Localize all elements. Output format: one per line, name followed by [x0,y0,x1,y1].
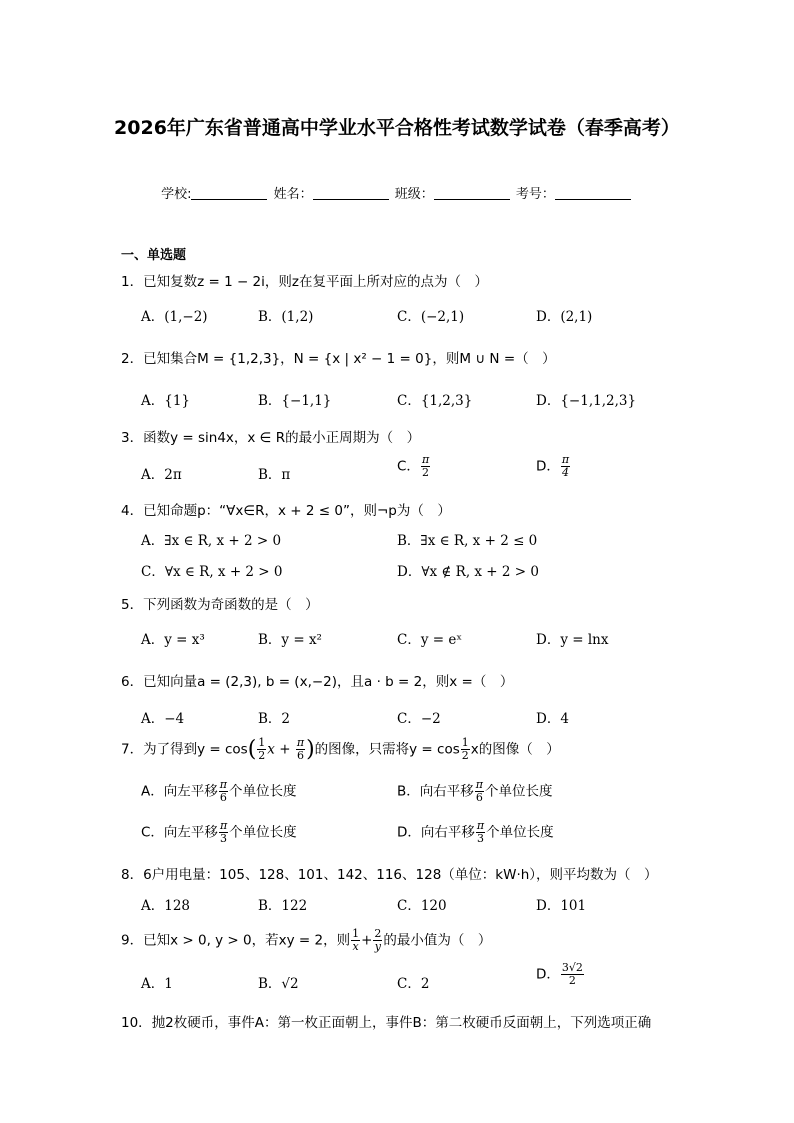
q9-option-d[interactable]: D． $\frac{3√2}{2}$ [536,961,583,987]
q8-option-b[interactable]: B．122 [258,898,308,914]
question-10: 10．抛2枚硬币，事件A：第一枚正面朝上，事件B：第二枚硬币反面朝上，下列选项正确 [121,1015,652,1031]
q8-option-d[interactable]: D．101 [536,898,587,914]
q4-option-b[interactable]: B．∃x ∈ R, x + 2 ≤ 0 [397,533,538,549]
q3-option-a[interactable]: A．2π [141,467,182,483]
q5-option-c[interactable]: C．y = eˣ [397,632,463,648]
number-label: 考号： [515,187,555,202]
q1-option-b[interactable]: B．(1,2) [258,309,314,325]
q2-option-a[interactable]: A．{1} [141,393,191,409]
question-7: 7．为了得到y = cos( $\frac{1}{2}$ x + $\frac{\pi}{6}$ )的图像，只需将y = cos $\frac{1}{2}$ x的图像（ ） [121,736,560,762]
q9-option-b[interactable]: B．√2 [258,976,299,992]
question-8: 8．6户用电量：105、128、101、142、116、128（单位：kW·h），则平均数为（ ） [121,867,658,883]
q7-option-b[interactable]: B．向右平移 $\frac{\pi}{6}$ 个单位长度 [397,778,553,804]
q3-option-c[interactable]: C． $\frac{\pi}{2}$ [397,453,430,479]
q1-option-a[interactable]: A．(1,−2) [141,309,208,325]
q7-option-a[interactable]: A．向左平移 $\frac{\pi}{6}$ 个单位长度 [141,778,297,804]
q8-option-c[interactable]: C．120 [397,898,447,914]
q8-option-a[interactable]: A．128 [141,898,191,914]
q3-option-d[interactable]: D． $\frac{\pi}{4}$ [536,453,570,479]
q5-option-a[interactable]: A．y = x³ [141,632,205,648]
q2-option-d[interactable]: D．{−1,1,2,3} [536,393,637,409]
q2-option-c[interactable]: C．{1,2,3} [397,393,473,409]
name-label: 姓名： [273,187,313,202]
school-blank[interactable] [191,199,267,200]
q5-option-b[interactable]: B．y = x² [258,632,322,648]
question-4: 4．已知命题p：“∀x∈R，x + 2 ≤ 0”，则¬p为（ ） [121,503,451,519]
q1-option-d[interactable]: D．(2,1) [536,309,593,325]
q3-option-b[interactable]: B．π [258,467,291,483]
q4-option-c[interactable]: C．∀x ∈ R, x + 2 > 0 [141,564,283,580]
question-3: 3．函数y = sin4x，x ∈ R的最小正周期为（ ） [121,430,421,446]
number-blank[interactable] [555,199,631,200]
q9-option-c[interactable]: C．2 [397,976,430,992]
q7-option-c[interactable]: C．向左平移 $\frac{\pi}{3}$ 个单位长度 [141,819,297,845]
q6-option-b[interactable]: B．2 [258,711,291,727]
question-9: 9．已知x > 0, y > 0，若xy = 2，则 $\frac{1}{x}$ + $\frac{2}{y}$ 的最小值为（ ） [121,927,492,953]
q4-option-d[interactable]: D．∀x ∉ R, x + 2 > 0 [397,564,539,580]
q6-option-a[interactable]: A．−4 [141,711,185,727]
q6-option-d[interactable]: D．4 [536,711,569,727]
q5-option-d[interactable]: D．y = lnx [536,632,609,648]
name-blank[interactable] [313,199,389,200]
student-info [0,183,794,202]
q4-option-a[interactable]: A．∃x ∈ R, x + 2 > 0 [141,533,282,549]
class-label: 班级： [394,187,434,202]
question-6: 6．已知向量a = (2,3), b = (x,−2)，且a · b = 2，则x =（ ） [121,674,514,690]
school-label: 学校: [161,187,192,202]
q6-option-c[interactable]: C．−2 [397,711,441,727]
section-heading: 一、单选题 [121,248,187,263]
q2-option-b[interactable]: B．{−1,1} [258,393,332,409]
q1-option-c[interactable]: C．(−2,1) [397,309,465,325]
class-blank[interactable] [434,199,510,200]
question-1: 1．已知复数z = 1 − 2i，则z在复平面上所对应的点为（ ） [121,274,488,290]
q7-option-d[interactable]: D．向右平移 $\frac{\pi}{3}$ 个单位长度 [397,819,554,845]
question-2: 2．已知集合M = {1,2,3}，N = {x | x² − 1 = 0}，则M ∪ N =（ ） [121,351,556,367]
question-5: 5．下列函数为奇函数的是（ ） [121,597,319,613]
page-title: 2026年广东省普通高中学业水平合格性考试数学试卷（春季高考） [114,117,680,139]
q9-option-a[interactable]: A．1 [141,976,173,992]
